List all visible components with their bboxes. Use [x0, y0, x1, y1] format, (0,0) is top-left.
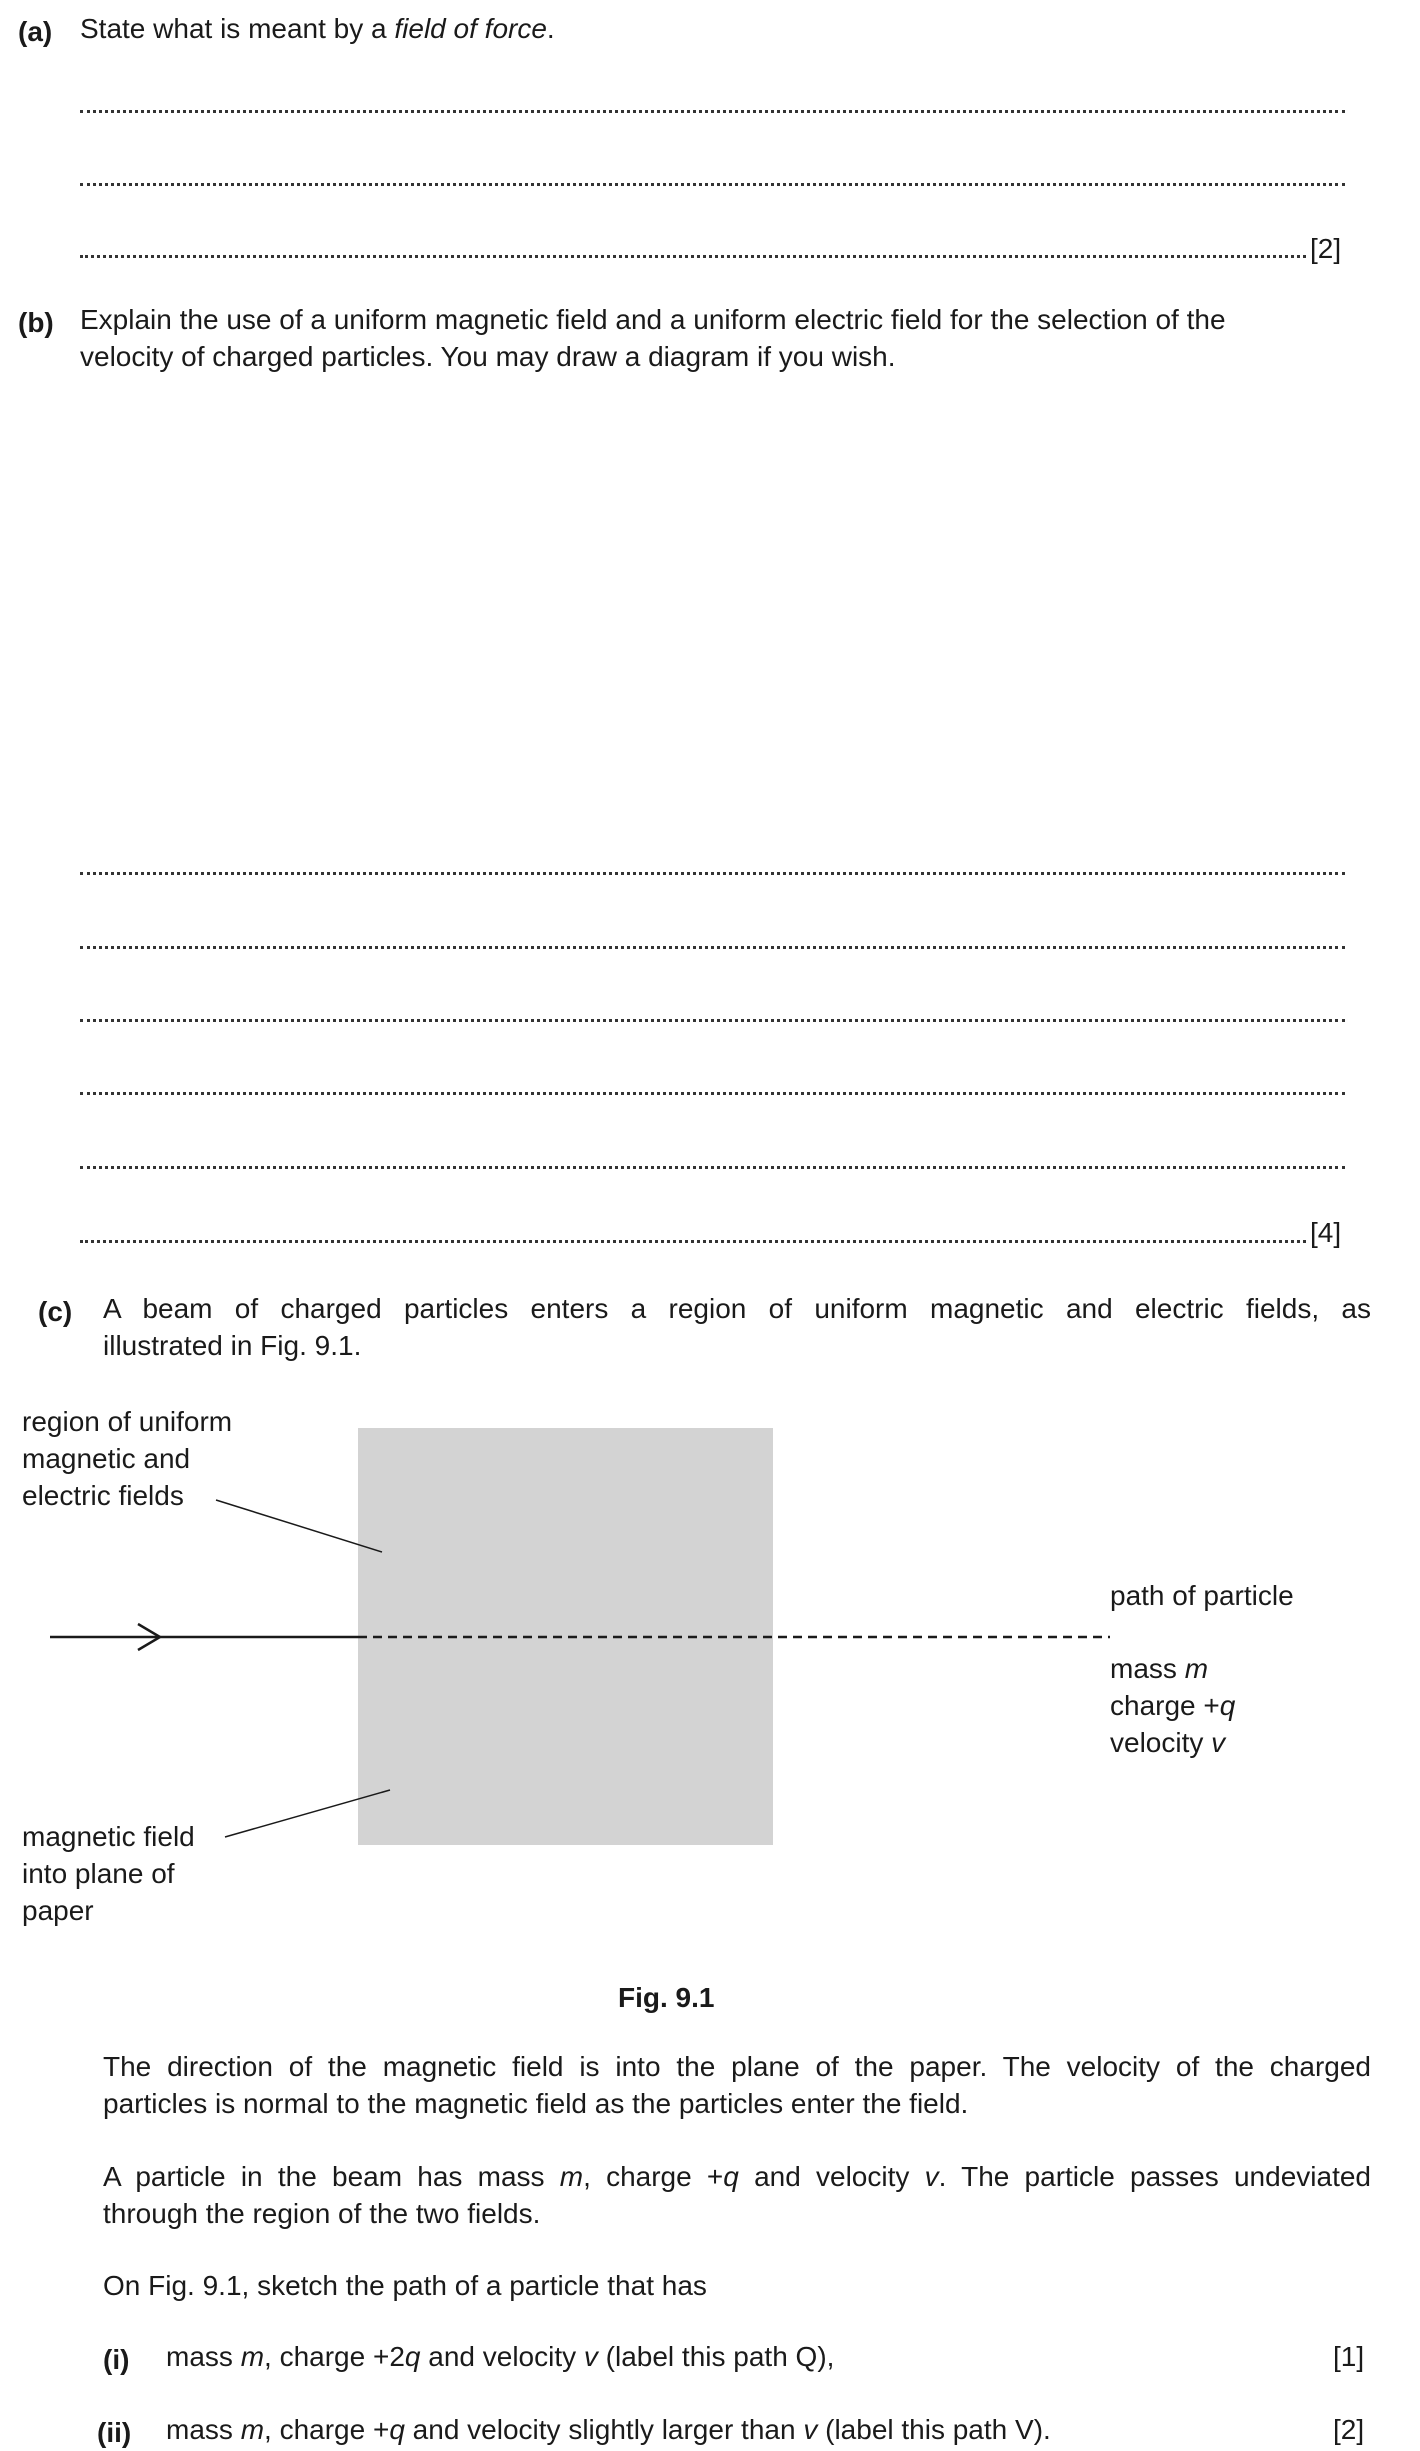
sub-i-text: mass m, charge +2q and velocity v (label this path Q), — [166, 2341, 835, 2372]
field-label-line-3: paper — [22, 1895, 94, 1926]
paragraph-1 — [103, 2048, 1371, 2122]
field-label — [22, 1818, 195, 1929]
charge-label: charge +q — [1110, 1690, 1236, 1721]
paragraph-2 — [103, 2158, 1371, 2232]
sub-ii-text: mass m, charge +q and velocity slightly larger than v (label this path V). — [166, 2414, 1051, 2445]
sub-ii-label: (ii) — [97, 2417, 132, 2448]
region-label-line-3: electric fields — [22, 1480, 184, 1511]
part-a-marks: [2] — [1310, 233, 1342, 264]
mass-label: mass m — [1110, 1653, 1209, 1684]
field-label-line-1: magnetic field — [22, 1821, 195, 1852]
part-b-label: (b) — [18, 307, 54, 338]
paragraph-2-line-1: A particle in the beam has mass m, charge +q and velocity v. The particle passes undeviated — [103, 2161, 1371, 2192]
sub-i-marks: [1] — [1333, 2341, 1365, 2372]
part-c-line-2: illustrated in Fig. 9.1. — [103, 1330, 362, 1361]
part-c-line-1: A beam of charged particles enters a region of uniform magnetic and electric fields, as — [103, 1293, 1371, 1324]
sub-ii-marks: [2] — [1333, 2414, 1365, 2445]
region-label-line-1: region of uniform — [22, 1406, 233, 1437]
part-a-text-end: . — [546, 13, 555, 44]
part-b-line-1: Explain the use of a uniform magnetic field and a uniform electric field for the selection of the — [80, 304, 1226, 335]
part-a-italic-term: field of force — [394, 13, 547, 44]
part-a-text: State what is meant by a — [80, 13, 395, 44]
path-label: path of particle — [1110, 1580, 1294, 1611]
paragraph-2-line-2: through the region of the two fields. — [103, 2198, 541, 2229]
part-c-label: (c) — [38, 1296, 73, 1327]
region-leader-line — [216, 1500, 382, 1552]
part-a-label: (a) — [18, 16, 53, 47]
paragraph-1-line-2: particles is normal to the magnetic field as the particles enter the field. — [103, 2088, 969, 2119]
part-b-marks: [4] — [1310, 1217, 1342, 1248]
paragraph-3: On Fig. 9.1, sketch the path of a particle that has — [103, 2270, 707, 2301]
region-label — [22, 1403, 232, 1514]
particle-properties — [1110, 1650, 1235, 1761]
region-label-line-2: magnetic and — [22, 1443, 191, 1474]
velocity-label: velocity v — [1110, 1727, 1226, 1758]
part-b-line-2: velocity of charged particles. You may draw a diagram if you wish. — [80, 341, 896, 372]
paragraph-1-line-1: The direction of the magnetic field is into the plane of the paper. The velocity of the charged — [103, 2051, 1371, 2082]
sub-i-label: (i) — [103, 2344, 130, 2375]
figure-caption: Fig. 9.1 — [618, 1982, 715, 2013]
field-label-line-2: into plane of — [22, 1858, 175, 1889]
